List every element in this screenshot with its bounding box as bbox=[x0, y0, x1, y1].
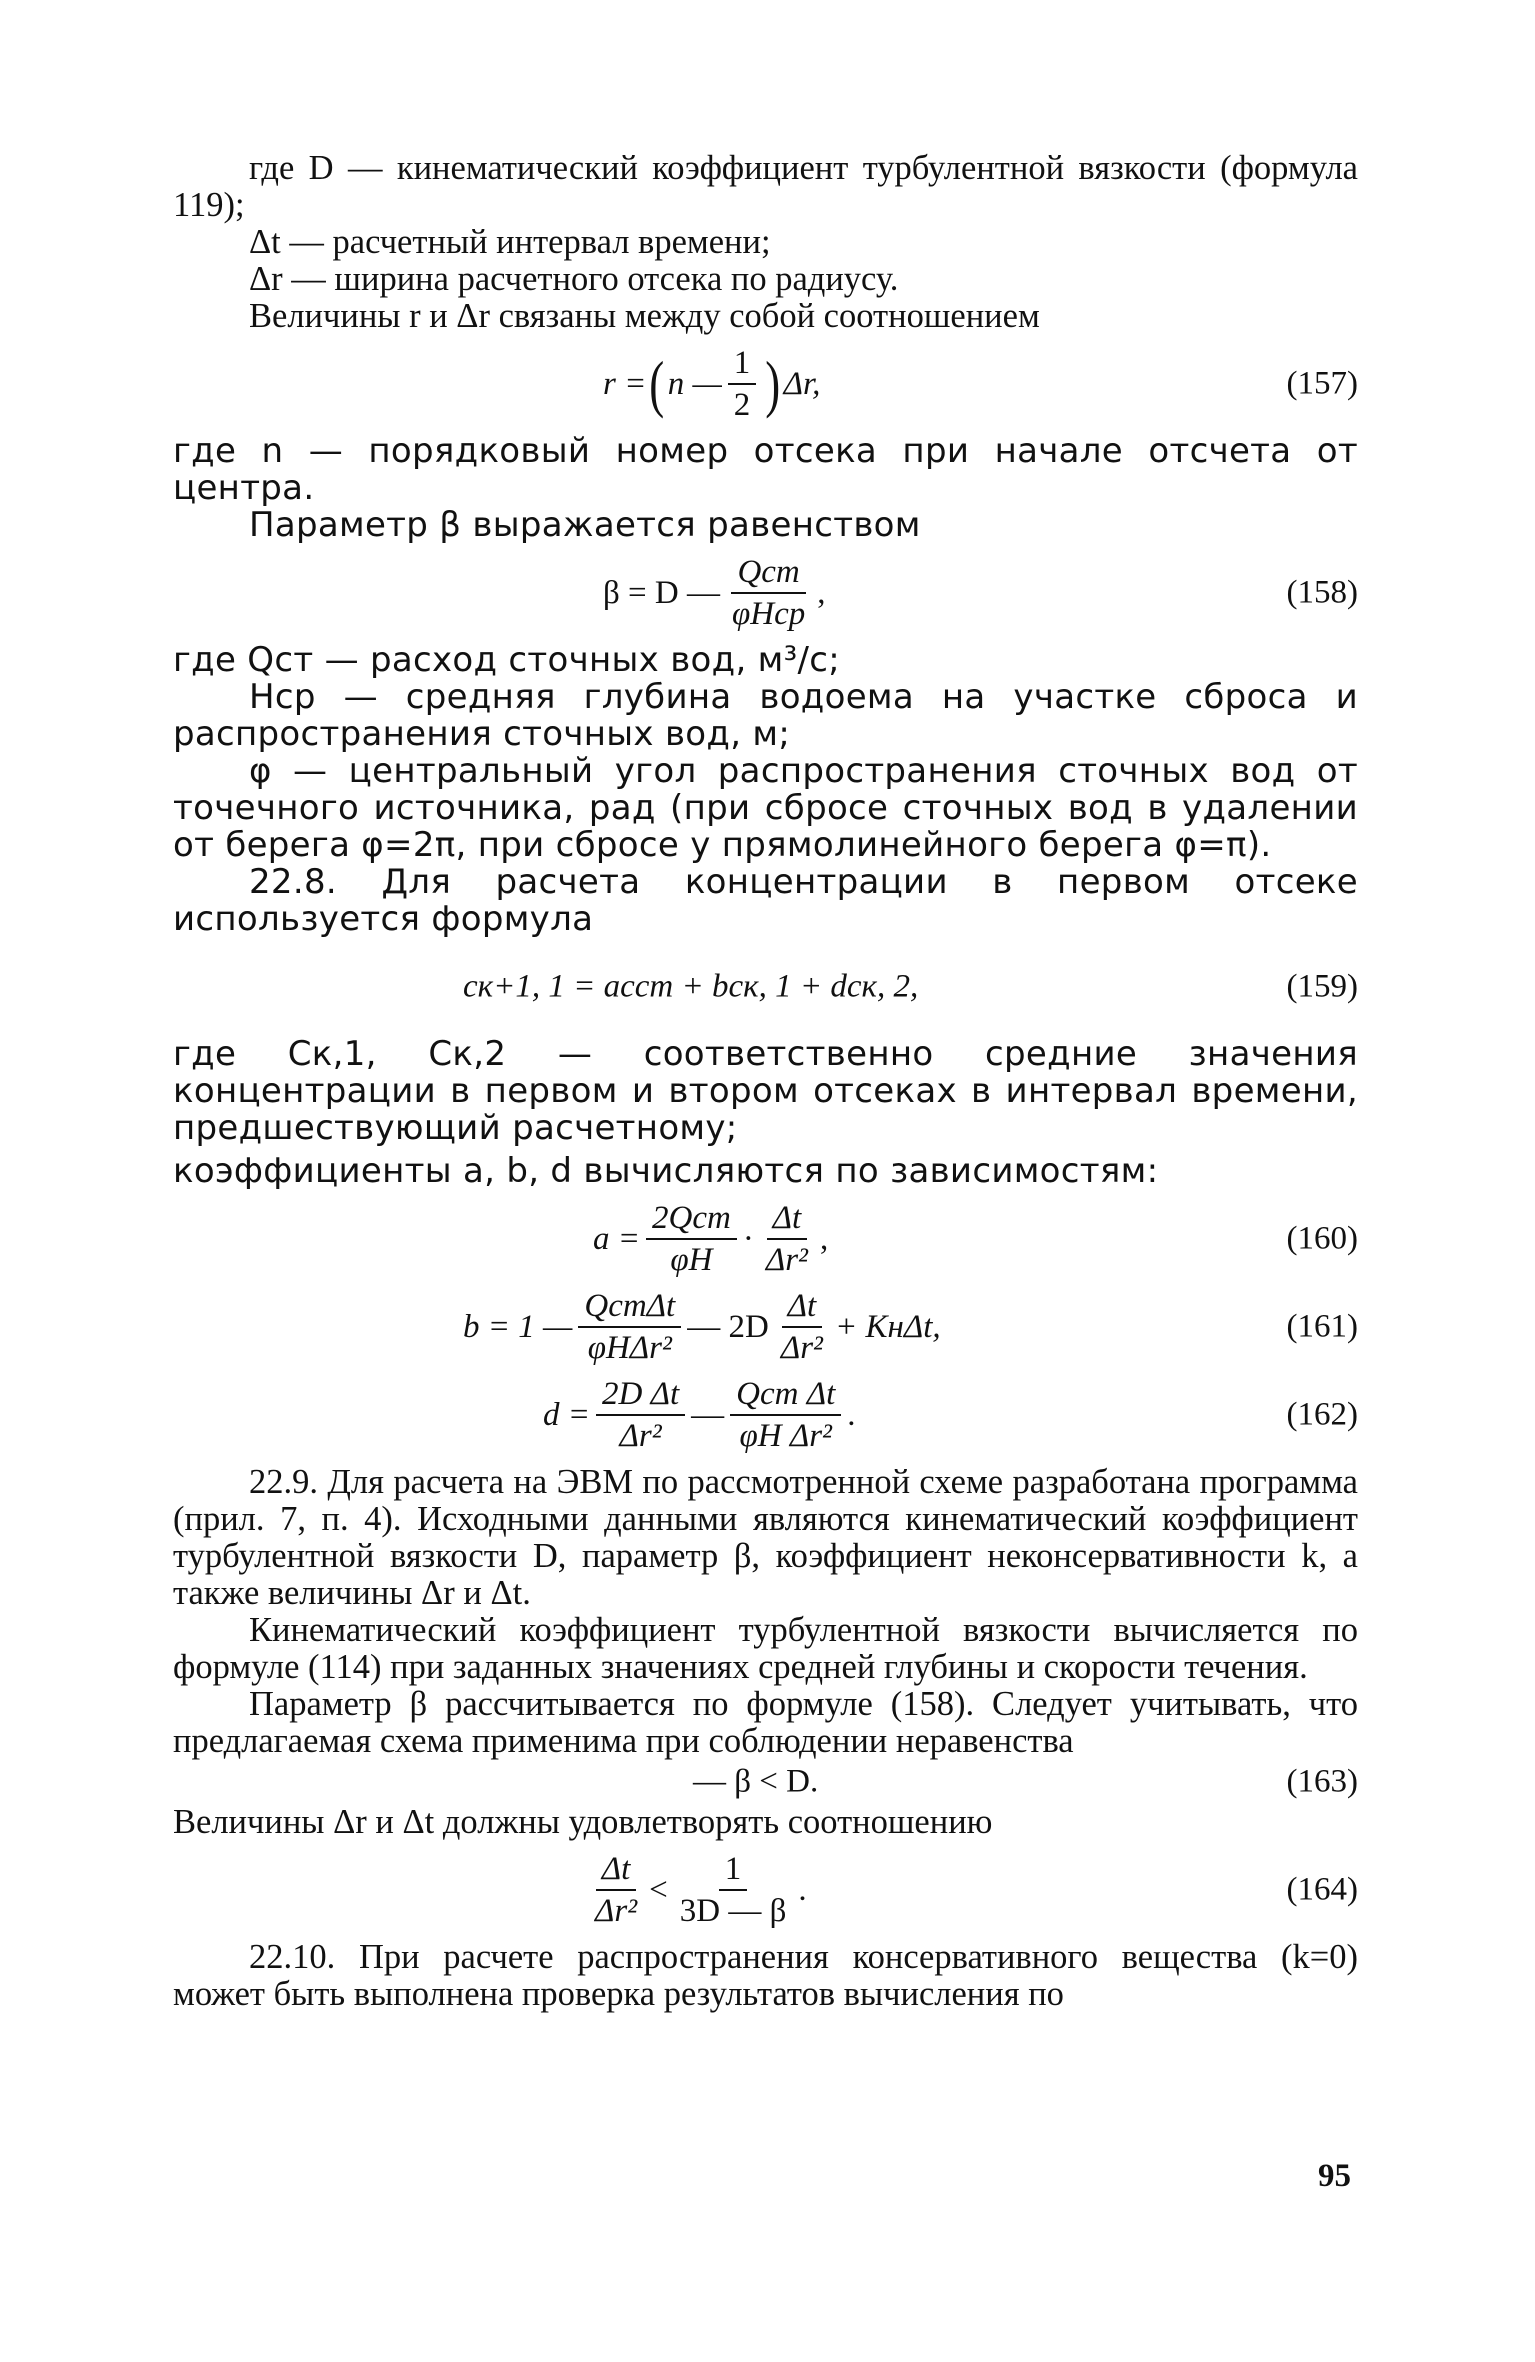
denominator: φH bbox=[670, 1242, 713, 1278]
denominator: φH Δr² bbox=[739, 1418, 832, 1454]
equation-161 bbox=[173, 1288, 1358, 1366]
paragraph: 22.9. Для расчета на ЭВМ по рассмотренной схеме разработана программа (прил. 7, п. 4). Исходными данными являются кинематический коэффициент турбулентной вязкости D, параметр β, коэффициент неконсервативности k, а также величины Δr и Δt. bbox=[173, 1463, 1358, 1612]
fraction bbox=[674, 1851, 793, 1929]
paragraph: коэффициенты a, b, d вычисляются по зависимостям: bbox=[173, 1151, 1159, 1191]
equation-number: (161) bbox=[1286, 1308, 1358, 1345]
eq-lhs: β = D — bbox=[603, 574, 720, 611]
eq-tail: , bbox=[819, 1220, 829, 1257]
equation-159 bbox=[173, 948, 1358, 1026]
paragraph: Параметр β рассчитывается по формуле (158). Следует учитывать, что предлагаемая схема применима при соблюдении неравенства bbox=[173, 1685, 1358, 1760]
equation-158 bbox=[173, 554, 1358, 632]
eq-tail: , bbox=[817, 574, 826, 611]
numerator: Qст bbox=[731, 554, 805, 594]
eq-tail: Δr, bbox=[783, 365, 821, 402]
fraction bbox=[596, 1376, 685, 1454]
left-paren: ( bbox=[649, 348, 665, 419]
numerator: Qст Δt bbox=[730, 1376, 841, 1416]
denominator: Δr² bbox=[765, 1242, 808, 1278]
numerator: 1 bbox=[728, 345, 757, 385]
eq-inner: n — bbox=[667, 365, 722, 402]
fraction bbox=[775, 1288, 829, 1366]
eq-tail: . bbox=[847, 1396, 856, 1433]
numerator: QстΔt bbox=[578, 1288, 681, 1328]
eq-text: cк+1, 1 = acст + bcк, 1 + dcк, 2, bbox=[463, 968, 919, 1005]
paragraph: Величины Δr и Δt должны удовлетворять соотношению bbox=[173, 1803, 993, 1841]
numerator: Δt bbox=[782, 1288, 823, 1328]
paragraph: где Qст — расход сточных вод, м³/с; bbox=[173, 640, 841, 680]
eq-tail: . bbox=[798, 1871, 807, 1908]
fraction bbox=[578, 1288, 681, 1366]
paragraph: где D — кинематический коэффициент турбулентной вязкости (формула 119); bbox=[173, 149, 1358, 224]
paragraph: 22.8. Для расчета концентрации в первом отсеке используется формула bbox=[173, 862, 1358, 939]
eq-tail: + KнΔt, bbox=[834, 1308, 941, 1345]
equation-160 bbox=[173, 1200, 1358, 1278]
eq-mid: — bbox=[691, 1396, 725, 1433]
fraction bbox=[728, 345, 757, 423]
numerator: 2Qст bbox=[646, 1200, 737, 1240]
equation-number: (160) bbox=[1286, 1220, 1358, 1257]
denominator: 2 bbox=[733, 387, 751, 423]
equation-162 bbox=[173, 1376, 1358, 1454]
eq-operator: < bbox=[649, 1871, 668, 1908]
denominator: Δr² bbox=[595, 1893, 638, 1929]
eq-operator: · bbox=[742, 1220, 754, 1257]
paragraph: 22.10. При расчете распространения консервативного вещества (k=0) может быть выполнена проверка результатов вычисления по bbox=[173, 1938, 1358, 2013]
paragraph: Величины r и Δr связаны между собой соотношением bbox=[249, 297, 1040, 335]
paragraph: Δt — расчетный интервал времени; bbox=[249, 223, 771, 261]
paragraph: Нср — средняя глубина водоема на участке сброса и распространения сточных вод, м; bbox=[173, 677, 1358, 754]
denominator: φHΔr² bbox=[587, 1330, 672, 1366]
eq-mid: — 2D bbox=[687, 1308, 769, 1345]
equation-163 bbox=[173, 1760, 1358, 1804]
fraction bbox=[726, 554, 811, 632]
fraction bbox=[646, 1200, 737, 1278]
eq-lhs: a = bbox=[593, 1220, 641, 1257]
equation-number: (157) bbox=[1286, 365, 1358, 402]
paragraph: Параметр β выражается равенством bbox=[249, 505, 921, 545]
page-body bbox=[173, 150, 1358, 2013]
equation-number: (162) bbox=[1286, 1396, 1358, 1433]
denominator: 3D — β bbox=[679, 1893, 787, 1929]
equation-number: (158) bbox=[1286, 574, 1358, 611]
denominator: Δr² bbox=[780, 1330, 823, 1366]
eq-lhs: r = bbox=[603, 365, 647, 402]
fraction bbox=[730, 1376, 841, 1454]
equation-number: (163) bbox=[1286, 1763, 1358, 1800]
numerator: 2D Δt bbox=[596, 1376, 685, 1416]
paragraph: Кинематический коэффициент турбулентной вязкости вычисляется по формуле (114) при заданных значениях средней глубины и скорости течения. bbox=[173, 1611, 1358, 1686]
numerator: Δt bbox=[767, 1200, 808, 1240]
equation-157 bbox=[173, 345, 1358, 423]
denominator: φHср bbox=[731, 596, 806, 632]
equation-164 bbox=[173, 1851, 1358, 1929]
equation-number: (164) bbox=[1286, 1871, 1358, 1908]
equation-number: (159) bbox=[1286, 968, 1358, 1005]
denominator: Δr² bbox=[619, 1418, 662, 1454]
fraction bbox=[589, 1851, 643, 1929]
numerator: Δt bbox=[596, 1851, 637, 1891]
eq-lhs: d = bbox=[543, 1396, 591, 1433]
page-number: 95 bbox=[1318, 2158, 1351, 2194]
right-paren: ) bbox=[765, 348, 781, 419]
paragraph: где Ск,1, Ск,2 — соответственно средние значения концентрации в первом и втором отсеках в интервал времени, предшествующий расчетному; bbox=[173, 1034, 1358, 1148]
paragraph: φ — центральный угол распространения сточных вод от точечного источника, рад (при сбросе сточных вод в удалении от берега φ=2π, при сбросе у прямолинейного берега φ=π). bbox=[173, 751, 1358, 865]
paragraph: Δr — ширина расчетного отсека по радиусу. bbox=[249, 260, 899, 298]
fraction bbox=[760, 1200, 814, 1278]
paragraph: где n — порядковый номер отсека при начале отсчета от центра. bbox=[173, 431, 1358, 508]
eq-text: — β < D. bbox=[693, 1763, 819, 1800]
numerator: 1 bbox=[719, 1851, 748, 1891]
eq-lhs: b = 1 — bbox=[463, 1308, 573, 1345]
